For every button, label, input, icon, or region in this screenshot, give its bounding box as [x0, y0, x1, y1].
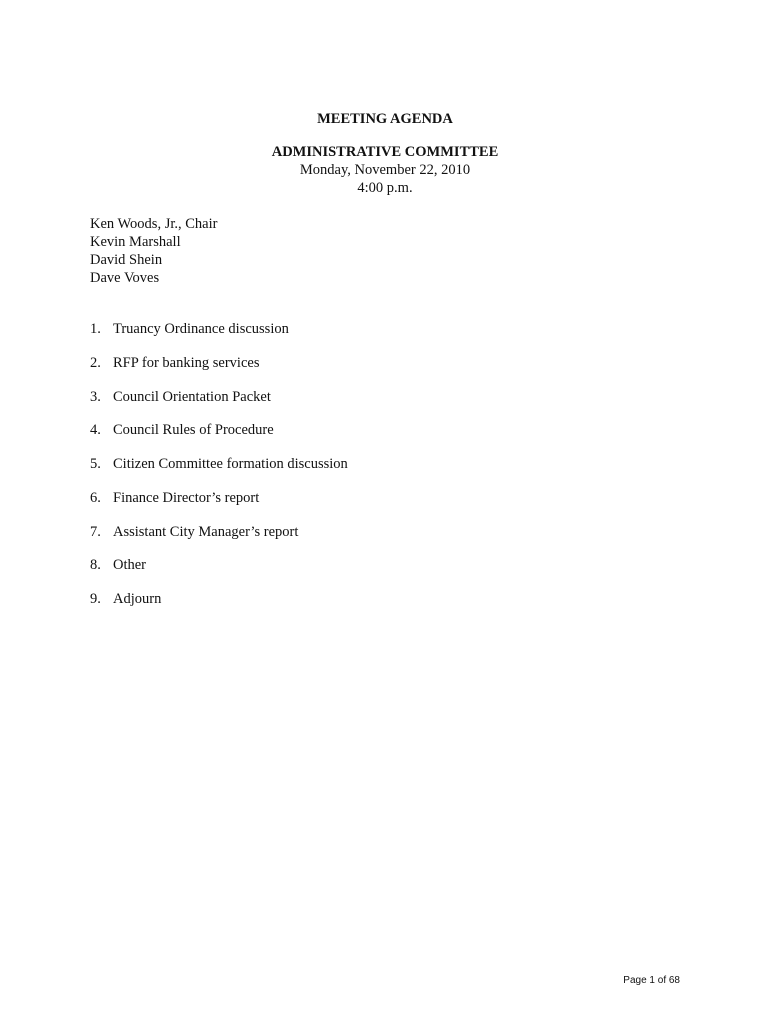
agenda-item-text: Other: [113, 557, 147, 574]
agenda-item-number: 2.: [90, 354, 101, 371]
committee-name: ADMINISTRATIVE COMMITTEE: [271, 144, 499, 160]
member-item: Dave Voves: [90, 270, 160, 286]
agenda-item-text: Council Orientation Packet: [113, 388, 271, 405]
committee-members-list: [90, 215, 217, 287]
agenda-item: [90, 320, 348, 354]
agenda-item: [90, 523, 348, 557]
agenda-item: [90, 590, 348, 624]
member-item: David Shein: [90, 252, 163, 268]
agenda-item-text: Citizen Committee formation discussion: [113, 456, 348, 472]
member-item: Ken Woods, Jr., Chair: [90, 216, 218, 232]
meeting-time: 4:00 p.m.: [357, 180, 413, 196]
meeting-agenda-title: MEETING AGENDA: [317, 111, 453, 127]
agenda-item-text: RFP for banking services: [113, 354, 260, 371]
agenda-item-number: 5.: [90, 456, 101, 472]
agenda-item-number: 8.: [90, 557, 101, 574]
agenda-item-text: Council Rules of Procedure: [113, 422, 274, 439]
page-number: Page 1 of 68: [623, 975, 680, 986]
agenda-item: [90, 421, 348, 455]
agenda-item: [90, 556, 348, 590]
agenda-item-number: 3.: [90, 388, 101, 405]
agenda-item-text: Adjourn: [113, 591, 162, 607]
agenda-item: [90, 455, 348, 489]
agenda-item-text: Assistant City Manager’s report: [113, 523, 299, 540]
agenda-item: [90, 489, 348, 523]
agenda-item-number: 9.: [90, 591, 101, 607]
agenda-item-number: 4.: [90, 422, 101, 439]
member-item: Kevin Marshall: [90, 234, 181, 250]
agenda-item-text: Truancy Ordinance discussion: [113, 321, 289, 337]
agenda-item: [90, 354, 348, 388]
meeting-date: Monday, November 22, 2010: [299, 162, 471, 178]
agenda-item-text: Finance Director’s report: [113, 489, 260, 506]
agenda-item-number: 1.: [90, 321, 101, 337]
agenda-list: [90, 320, 348, 624]
agenda-item-number: 6.: [90, 489, 101, 506]
agenda-item-number: 7.: [90, 523, 101, 540]
agenda-item: [90, 388, 348, 422]
